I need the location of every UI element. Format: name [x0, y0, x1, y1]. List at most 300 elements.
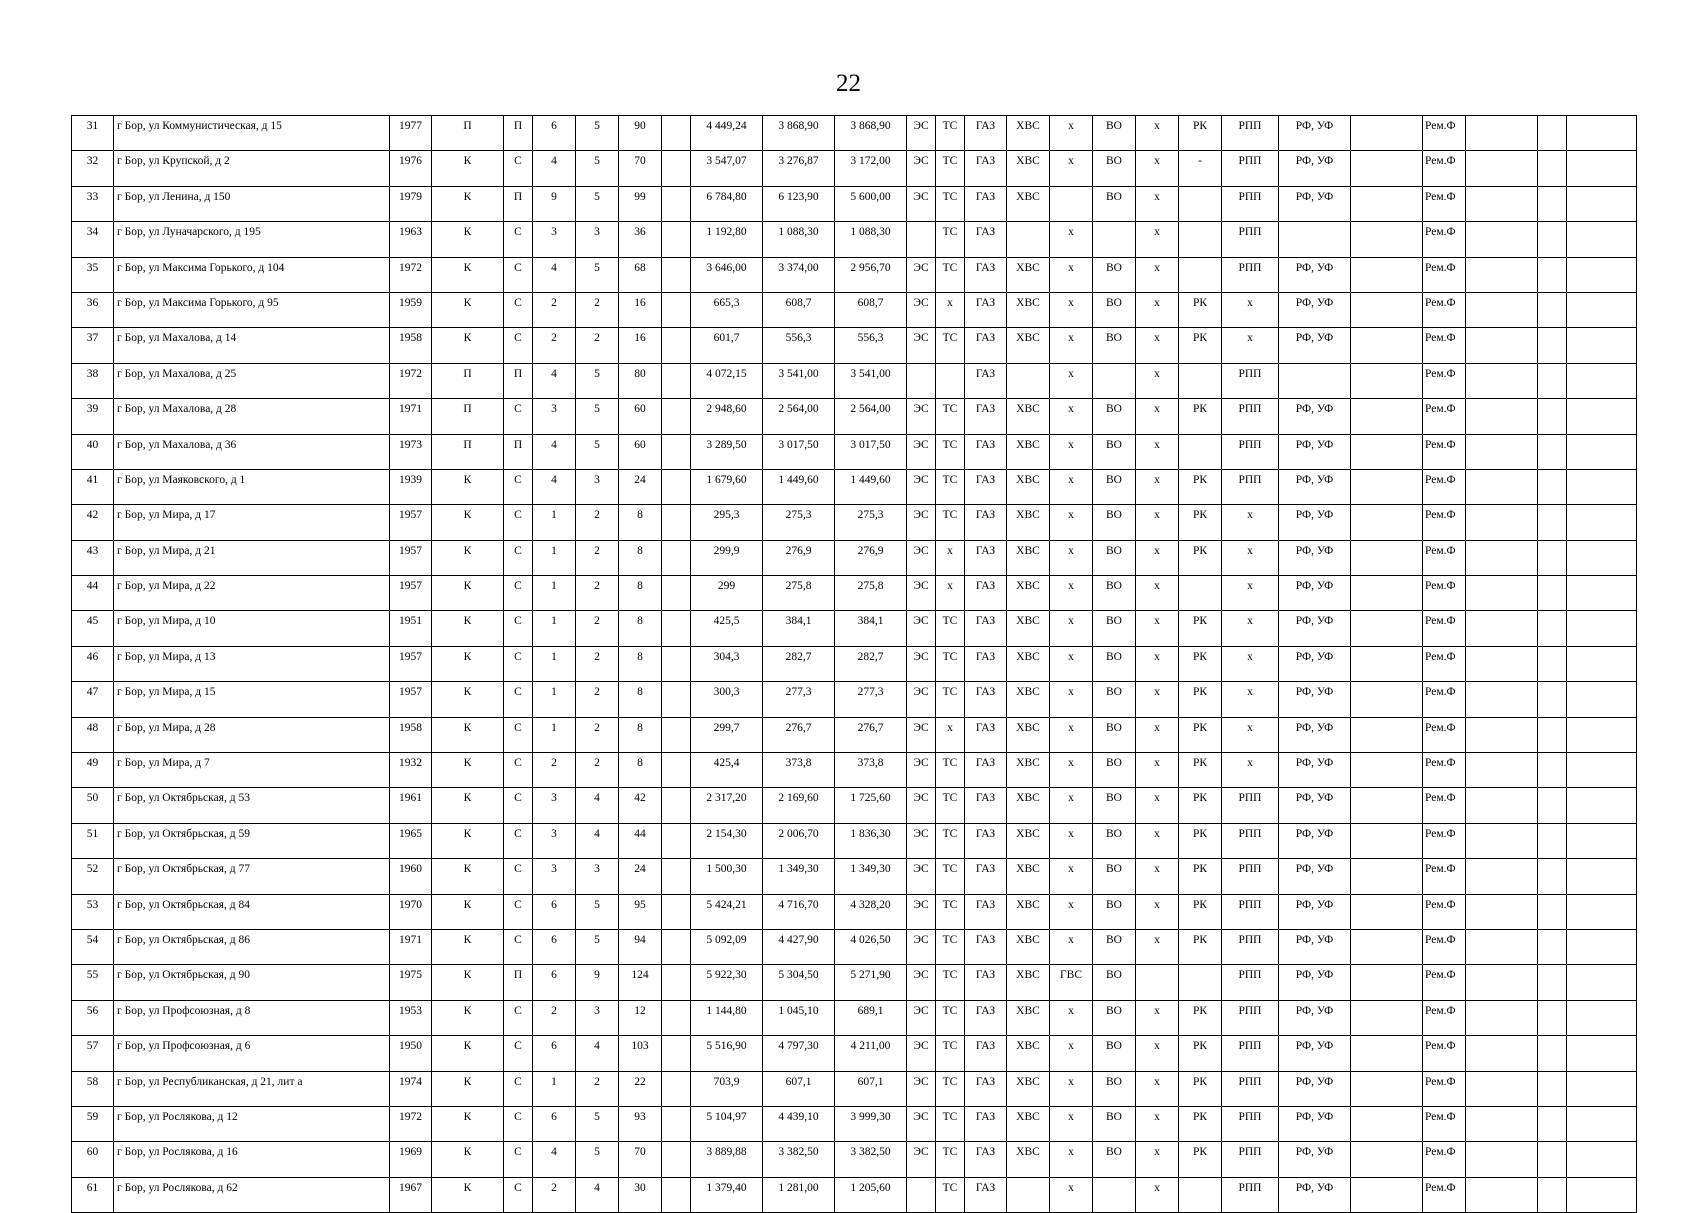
cell-total-area: 5 424,21: [691, 894, 763, 929]
cell-electricity: ЭС: [907, 1071, 936, 1106]
cell-hot-water: ГВС: [1050, 965, 1093, 1000]
cell-col-9: [662, 1142, 691, 1177]
cell-heating: ТС: [936, 682, 965, 717]
cell-col-27: [1567, 505, 1637, 540]
cell-wall-type: К: [432, 823, 504, 858]
cell-entrances: 4: [576, 788, 619, 823]
cell-drainage: ВО: [1093, 540, 1136, 575]
cell-col-19: х: [1136, 186, 1179, 221]
cell-col-21: РПП: [1222, 1036, 1279, 1071]
cell-living-area: 1 281,00: [763, 1177, 835, 1212]
cell-heating: [936, 363, 965, 398]
cell-wall-type: П: [432, 434, 504, 469]
cell-total-area: 601,7: [691, 328, 763, 363]
cell-row-number: 58: [72, 1071, 114, 1106]
cell-hot-water: х: [1050, 788, 1093, 823]
cell-heating: х: [936, 717, 965, 752]
cell-build-year: 1972: [390, 1106, 432, 1141]
cell-col-26: [1538, 540, 1567, 575]
cell-row-number: 31: [72, 116, 114, 151]
cell-col-27: [1567, 788, 1637, 823]
cell-row-number: 56: [72, 1000, 114, 1035]
cell-heating: ТС: [936, 399, 965, 434]
cell-col-27: [1567, 151, 1637, 186]
cell-electricity: ЭС: [907, 505, 936, 540]
cell-col-19: х: [1136, 1177, 1179, 1212]
cell-col-27: [1567, 222, 1637, 257]
cell-heating: х: [936, 540, 965, 575]
cell-wall-type: К: [432, 717, 504, 752]
cell-residential-area: 275,3: [835, 505, 907, 540]
cell-hot-water: х: [1050, 611, 1093, 646]
cell-floor-type: С: [504, 576, 533, 611]
cell-floors: 1: [533, 611, 576, 646]
cell-col-9: [662, 186, 691, 221]
cell-col-20: РК: [1179, 753, 1222, 788]
cell-total-area: 2 154,30: [691, 823, 763, 858]
cell-address: г Бор, ул Мира, д 7: [114, 753, 390, 788]
cell-drainage: ВО: [1093, 1142, 1136, 1177]
cell-fund-type: Рем.Ф: [1423, 116, 1466, 151]
cell-floors: 2: [533, 1177, 576, 1212]
cell-living-area: 1 045,10: [763, 1000, 835, 1035]
cell-cold-water: ХВС: [1007, 894, 1050, 929]
cell-floors: 2: [533, 1000, 576, 1035]
cell-col-9: [662, 363, 691, 398]
cell-col-26: [1538, 363, 1567, 398]
table-row: [72, 1000, 1637, 1035]
cell-col-20: РК: [1179, 399, 1222, 434]
cell-address: г Бор, ул Мира, д 13: [114, 646, 390, 681]
cell-col-23: [1351, 363, 1423, 398]
cell-address: г Бор, ул Рослякова, д 16: [114, 1142, 390, 1177]
cell-address: г Бор, ул Октябрьская, д 90: [114, 965, 390, 1000]
table-row: [72, 1036, 1637, 1071]
cell-cold-water: ХВС: [1007, 540, 1050, 575]
cell-residential-area: 3 017,50: [835, 434, 907, 469]
cell-col-23: [1351, 505, 1423, 540]
cell-electricity: ЭС: [907, 859, 936, 894]
cell-col-23: [1351, 788, 1423, 823]
table-row: [72, 894, 1637, 929]
cell-electricity: ЭС: [907, 788, 936, 823]
cell-residential-area: 607,1: [835, 1071, 907, 1106]
cell-gas: ГАЗ: [965, 399, 1007, 434]
cell-fund-type: Рем.Ф: [1423, 611, 1466, 646]
cell-gas: ГАЗ: [965, 682, 1007, 717]
cell-col-21: х: [1222, 611, 1279, 646]
cell-col-25: [1466, 611, 1538, 646]
cell-col-25: [1466, 717, 1538, 752]
cell-fund-type: Рем.Ф: [1423, 1177, 1466, 1212]
cell-col-25: [1466, 859, 1538, 894]
cell-floor-type: С: [504, 753, 533, 788]
cell-col-23: [1351, 1177, 1423, 1212]
registry-body: [72, 116, 1637, 1213]
cell-residential-area: 373,8: [835, 753, 907, 788]
cell-col-27: [1567, 576, 1637, 611]
cell-entrances: 4: [576, 1177, 619, 1212]
cell-electricity: ЭС: [907, 399, 936, 434]
cell-col-23: [1351, 540, 1423, 575]
cell-hot-water: х: [1050, 292, 1093, 327]
cell-floor-type: С: [504, 929, 533, 964]
cell-col-26: [1538, 823, 1567, 858]
cell-living-area: 3 541,00: [763, 363, 835, 398]
cell-col-21: РПП: [1222, 116, 1279, 151]
cell-col-22: РФ, УФ: [1279, 576, 1351, 611]
cell-wall-type: К: [432, 222, 504, 257]
table-row: [72, 328, 1637, 363]
cell-apartments: 99: [619, 186, 662, 221]
cell-address: г Бор, ул Мира, д 15: [114, 682, 390, 717]
cell-col-26: [1538, 399, 1567, 434]
cell-col-20: [1179, 363, 1222, 398]
cell-living-area: 2 169,60: [763, 788, 835, 823]
cell-address: г Бор, ул Профсоюзная, д 8: [114, 1000, 390, 1035]
cell-address: г Бор, ул Максима Горького, д 104: [114, 257, 390, 292]
cell-col-22: РФ, УФ: [1279, 186, 1351, 221]
cell-col-19: х: [1136, 823, 1179, 858]
cell-living-area: 3 382,50: [763, 1142, 835, 1177]
cell-col-20: РК: [1179, 1142, 1222, 1177]
cell-col-19: х: [1136, 717, 1179, 752]
cell-col-20: РК: [1179, 646, 1222, 681]
table-row: [72, 1177, 1637, 1212]
cell-wall-type: К: [432, 965, 504, 1000]
cell-drainage: ВО: [1093, 328, 1136, 363]
cell-col-21: х: [1222, 717, 1279, 752]
cell-living-area: 1 449,60: [763, 469, 835, 504]
cell-hot-water: х: [1050, 434, 1093, 469]
cell-col-27: [1567, 116, 1637, 151]
cell-gas: ГАЗ: [965, 1106, 1007, 1141]
cell-col-19: х: [1136, 788, 1179, 823]
cell-total-area: 1 679,60: [691, 469, 763, 504]
cell-electricity: ЭС: [907, 682, 936, 717]
cell-heating: ТС: [936, 965, 965, 1000]
cell-living-area: 4 797,30: [763, 1036, 835, 1071]
cell-drainage: ВО: [1093, 929, 1136, 964]
cell-residential-area: 276,7: [835, 717, 907, 752]
cell-cold-water: ХВС: [1007, 434, 1050, 469]
cell-row-number: 41: [72, 469, 114, 504]
cell-col-19: х: [1136, 1000, 1179, 1035]
cell-apartments: 16: [619, 328, 662, 363]
cell-col-26: [1538, 222, 1567, 257]
cell-col-19: х: [1136, 576, 1179, 611]
cell-col-27: [1567, 1142, 1637, 1177]
cell-entrances: 2: [576, 576, 619, 611]
cell-address: г Бор, ул Махалова, д 14: [114, 328, 390, 363]
cell-floors: 3: [533, 859, 576, 894]
cell-col-19: х: [1136, 540, 1179, 575]
cell-col-22: РФ, УФ: [1279, 1142, 1351, 1177]
cell-row-number: 59: [72, 1106, 114, 1141]
cell-col-25: [1466, 646, 1538, 681]
cell-wall-type: П: [432, 363, 504, 398]
cell-fund-type: Рем.Ф: [1423, 576, 1466, 611]
cell-hot-water: х: [1050, 1000, 1093, 1035]
page-number: 22: [836, 70, 861, 97]
cell-gas: ГАЗ: [965, 257, 1007, 292]
cell-col-25: [1466, 1071, 1538, 1106]
cell-residential-area: 276,9: [835, 540, 907, 575]
cell-residential-area: 556,3: [835, 328, 907, 363]
cell-electricity: ЭС: [907, 434, 936, 469]
cell-col-21: РПП: [1222, 222, 1279, 257]
cell-wall-type: К: [432, 1177, 504, 1212]
cell-drainage: ВО: [1093, 965, 1136, 1000]
table-row: [72, 1142, 1637, 1177]
cell-cold-water: ХВС: [1007, 788, 1050, 823]
cell-address: г Бор, ул Октябрьская, д 53: [114, 788, 390, 823]
cell-heating: ТС: [936, 1177, 965, 1212]
table-row: [72, 646, 1637, 681]
cell-col-9: [662, 894, 691, 929]
cell-drainage: [1093, 363, 1136, 398]
cell-address: г Бор, ул Ленина, д 150: [114, 186, 390, 221]
cell-cold-water: ХВС: [1007, 1071, 1050, 1106]
cell-residential-area: 4 026,50: [835, 929, 907, 964]
cell-living-area: 373,8: [763, 753, 835, 788]
cell-cold-water: ХВС: [1007, 929, 1050, 964]
cell-hot-water: х: [1050, 894, 1093, 929]
cell-build-year: 1963: [390, 222, 432, 257]
cell-col-20: [1179, 1177, 1222, 1212]
cell-col-9: [662, 151, 691, 186]
cell-living-area: 277,3: [763, 682, 835, 717]
cell-drainage: [1093, 1177, 1136, 1212]
cell-floor-type: С: [504, 894, 533, 929]
cell-col-9: [662, 788, 691, 823]
cell-address: г Бор, ул Мира, д 21: [114, 540, 390, 575]
cell-col-26: [1538, 717, 1567, 752]
cell-heating: ТС: [936, 1142, 965, 1177]
cell-col-25: [1466, 929, 1538, 964]
cell-col-19: х: [1136, 929, 1179, 964]
cell-row-number: 55: [72, 965, 114, 1000]
cell-address: г Бор, ул Октябрьская, д 59: [114, 823, 390, 858]
cell-apartments: 94: [619, 929, 662, 964]
cell-col-27: [1567, 257, 1637, 292]
cell-heating: ТС: [936, 1000, 965, 1035]
cell-col-22: РФ, УФ: [1279, 328, 1351, 363]
cell-col-19: х: [1136, 116, 1179, 151]
cell-col-21: РПП: [1222, 363, 1279, 398]
cell-floor-type: С: [504, 646, 533, 681]
cell-total-area: 5 092,09: [691, 929, 763, 964]
cell-build-year: 1957: [390, 576, 432, 611]
cell-row-number: 57: [72, 1036, 114, 1071]
cell-row-number: 48: [72, 717, 114, 752]
cell-col-23: [1351, 1106, 1423, 1141]
cell-electricity: [907, 222, 936, 257]
cell-apartments: 103: [619, 1036, 662, 1071]
cell-row-number: 51: [72, 823, 114, 858]
cell-cold-water: [1007, 363, 1050, 398]
cell-hot-water: х: [1050, 823, 1093, 858]
cell-col-9: [662, 1071, 691, 1106]
cell-residential-area: 384,1: [835, 611, 907, 646]
cell-build-year: 1953: [390, 1000, 432, 1035]
cell-col-21: РПП: [1222, 859, 1279, 894]
table-row: [72, 823, 1637, 858]
cell-total-area: 425,4: [691, 753, 763, 788]
cell-col-20: РК: [1179, 859, 1222, 894]
cell-apartments: 44: [619, 823, 662, 858]
cell-living-area: 2 006,70: [763, 823, 835, 858]
cell-col-25: [1466, 222, 1538, 257]
cell-col-21: РПП: [1222, 399, 1279, 434]
cell-col-26: [1538, 1000, 1567, 1035]
cell-entrances: 5: [576, 434, 619, 469]
cell-col-23: [1351, 611, 1423, 646]
cell-wall-type: К: [432, 682, 504, 717]
cell-electricity: ЭС: [907, 1106, 936, 1141]
table-row: [72, 116, 1637, 151]
cell-entrances: 2: [576, 505, 619, 540]
cell-wall-type: К: [432, 1106, 504, 1141]
cell-heating: ТС: [936, 505, 965, 540]
cell-gas: ГАЗ: [965, 929, 1007, 964]
cell-apartments: 12: [619, 1000, 662, 1035]
cell-living-area: 275,3: [763, 505, 835, 540]
cell-apartments: 8: [619, 682, 662, 717]
cell-hot-water: [1050, 186, 1093, 221]
cell-col-25: [1466, 823, 1538, 858]
cell-floors: 3: [533, 788, 576, 823]
cell-col-26: [1538, 1036, 1567, 1071]
cell-col-21: РПП: [1222, 1106, 1279, 1141]
cell-col-27: [1567, 469, 1637, 504]
cell-living-area: 276,7: [763, 717, 835, 752]
cell-electricity: ЭС: [907, 576, 936, 611]
cell-entrances: 2: [576, 292, 619, 327]
cell-wall-type: К: [432, 611, 504, 646]
cell-heating: ТС: [936, 646, 965, 681]
cell-gas: ГАЗ: [965, 859, 1007, 894]
cell-fund-type: Рем.Ф: [1423, 1036, 1466, 1071]
cell-col-23: [1351, 116, 1423, 151]
cell-col-20: РК: [1179, 1000, 1222, 1035]
cell-residential-area: 277,3: [835, 682, 907, 717]
cell-gas: ГАЗ: [965, 1177, 1007, 1212]
cell-residential-area: 282,7: [835, 646, 907, 681]
cell-drainage: ВО: [1093, 682, 1136, 717]
cell-row-number: 43: [72, 540, 114, 575]
cell-build-year: 1977: [390, 116, 432, 151]
cell-col-25: [1466, 1106, 1538, 1141]
cell-col-9: [662, 116, 691, 151]
cell-electricity: [907, 1177, 936, 1212]
cell-total-area: 5 104,97: [691, 1106, 763, 1141]
cell-heating: ТС: [936, 788, 965, 823]
cell-row-number: 61: [72, 1177, 114, 1212]
cell-living-area: 4 439,10: [763, 1106, 835, 1141]
cell-col-21: х: [1222, 540, 1279, 575]
cell-hot-water: х: [1050, 1142, 1093, 1177]
cell-col-22: РФ, УФ: [1279, 116, 1351, 151]
cell-col-9: [662, 1036, 691, 1071]
cell-col-9: [662, 823, 691, 858]
cell-residential-area: 689,1: [835, 1000, 907, 1035]
cell-hot-water: х: [1050, 505, 1093, 540]
cell-gas: ГАЗ: [965, 1071, 1007, 1106]
cell-living-area: 384,1: [763, 611, 835, 646]
cell-col-22: РФ, УФ: [1279, 823, 1351, 858]
cell-row-number: 52: [72, 859, 114, 894]
cell-build-year: 1939: [390, 469, 432, 504]
cell-total-area: 5 922,30: [691, 965, 763, 1000]
cell-floor-type: С: [504, 1071, 533, 1106]
cell-col-27: [1567, 859, 1637, 894]
cell-row-number: 35: [72, 257, 114, 292]
cell-address: г Бор, ул Махалова, д 25: [114, 363, 390, 398]
table-row: [72, 929, 1637, 964]
cell-living-area: 608,7: [763, 292, 835, 327]
cell-entrances: 4: [576, 823, 619, 858]
cell-floors: 1: [533, 576, 576, 611]
cell-cold-water: ХВС: [1007, 1106, 1050, 1141]
cell-col-26: [1538, 1071, 1567, 1106]
cell-total-area: 425,5: [691, 611, 763, 646]
cell-col-23: [1351, 292, 1423, 327]
cell-residential-area: 1 349,30: [835, 859, 907, 894]
cell-cold-water: ХВС: [1007, 576, 1050, 611]
cell-address: г Бор, ул Октябрьская, д 86: [114, 929, 390, 964]
cell-residential-area: 1 836,30: [835, 823, 907, 858]
cell-drainage: ВО: [1093, 788, 1136, 823]
cell-col-23: [1351, 859, 1423, 894]
cell-drainage: ВО: [1093, 116, 1136, 151]
cell-col-23: [1351, 151, 1423, 186]
cell-row-number: 47: [72, 682, 114, 717]
cell-fund-type: Рем.Ф: [1423, 257, 1466, 292]
cell-apartments: 8: [619, 611, 662, 646]
cell-col-22: РФ, УФ: [1279, 540, 1351, 575]
cell-col-21: РПП: [1222, 929, 1279, 964]
cell-hot-water: х: [1050, 717, 1093, 752]
cell-hot-water: х: [1050, 399, 1093, 434]
cell-col-22: РФ, УФ: [1279, 1071, 1351, 1106]
cell-electricity: ЭС: [907, 328, 936, 363]
cell-col-20: РК: [1179, 1071, 1222, 1106]
cell-total-area: 300,3: [691, 682, 763, 717]
cell-address: г Бор, ул Мира, д 10: [114, 611, 390, 646]
cell-build-year: 1957: [390, 505, 432, 540]
cell-living-area: 3 017,50: [763, 434, 835, 469]
cell-address: г Бор, ул Махалова, д 36: [114, 434, 390, 469]
cell-drainage: ВО: [1093, 186, 1136, 221]
cell-drainage: ВО: [1093, 434, 1136, 469]
cell-col-25: [1466, 788, 1538, 823]
cell-drainage: [1093, 222, 1136, 257]
cell-col-22: РФ, УФ: [1279, 753, 1351, 788]
cell-floor-type: С: [504, 859, 533, 894]
cell-build-year: 1969: [390, 1142, 432, 1177]
cell-drainage: ВО: [1093, 505, 1136, 540]
cell-col-27: [1567, 328, 1637, 363]
cell-col-25: [1466, 399, 1538, 434]
cell-col-27: [1567, 1177, 1637, 1212]
cell-fund-type: Рем.Ф: [1423, 1071, 1466, 1106]
cell-apartments: 93: [619, 1106, 662, 1141]
cell-apartments: 24: [619, 859, 662, 894]
cell-fund-type: Рем.Ф: [1423, 540, 1466, 575]
cell-floor-type: С: [504, 682, 533, 717]
cell-fund-type: Рем.Ф: [1423, 823, 1466, 858]
